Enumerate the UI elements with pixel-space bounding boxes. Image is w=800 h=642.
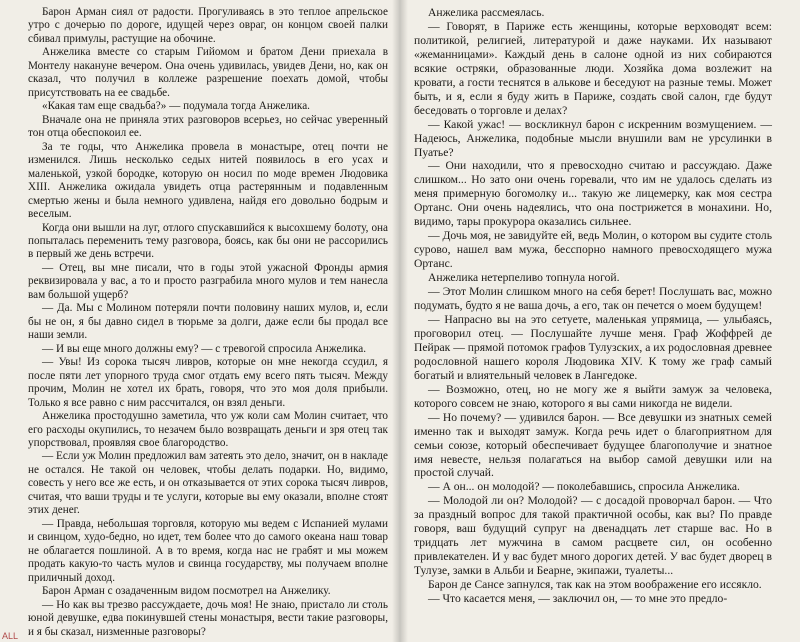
paragraph: «Какая там еще свадьба?» — подумала тогда Анжелика. xyxy=(42,100,310,113)
paragraph: — Отец, вы мне писали, что в годы этой ужасной Фронды армия реквизировала у вас, а то и просто разграбила много мулов и тем нанесла вам большой ущерб? xyxy=(28,261,388,301)
paragraph: — Правда, небольшая торговля, которую мы ведем с Испанией мулами и свинцом, худо-бедно, но идет, тем более что до самого океана наш товар не облагается пошлиной. А в то время, когда нас не грабят и мы можем продать какую-то часть мулов и свинца государству, мы получаем вполне приличный доход. xyxy=(28,517,388,584)
paragraph: — Говорят, в Париже есть женщины, которые верховодят всем: политикой, религией, литературой и даже науками. Их называют «жеманницами». Каждый день в салоне одной из них собираются всякие остряки, образованные люди. Хозяйка дома возлежит на кровати, а гости теснятся в алькове и беседуют на разные темы. Может быть, и я, если я буду жить в Париже, создать свой салон, где будут беседовать о торговле и делах? xyxy=(414,19,772,117)
paragraph: — Молодой ли он? Молодой? — с досадой проворчал барон. — Что за праздный вопрос для такой практичной особы, как вы? По правде говоря, ваш будущий супруг на двенадцать лет старше вас. Но в тридцать лет мужчина в самом расцвете сил, он особенно привлекателен. И у вас будет много дорогих детей. У вас будет дворец в Тулузе, замки в Альби и Беарне, экипажи, туалеты... xyxy=(414,494,772,578)
paragraph: — Они находили, что я превосходно считаю и рассуждаю. Даже слишком... Но зато они очень горевали, что им не удалось сделать из меня примерную богомолку и... такую же лицемерку, как моя сестра Ортанс. Они очень надеялись, что она пострижется в монахини. Но, видимо, тары прокурора оказались сильнее. xyxy=(414,159,772,229)
paragraph: — Но почему? — удивился барон. — Все девушки из знатных семей именно так и выходят замуж. Когда речь идет о благоприятном для семьи союзе, который обеспечивает будущее благополучие и знатное имя невесте, нельзя полагаться на выбор самой девушки или на простой случай. xyxy=(414,410,772,480)
paragraph: — Дочь моя, не завидуйте ей, ведь Молин, о котором вы судите столь сурово, нашел вам мужа, бесспорно намного превосходящего мужа Ортанс. xyxy=(414,229,772,271)
paragraph: За те годы, что Анжелика провела в монастыре, отец почти не изменился. Лишь несколько седых нитей появилось в его усах и маленькой, узкой бородке, которую он носил по моде времен Людовика XIII. Анжелика ожидала увидеть отца растерянным и подавленным смертью жены и была немного удивлена, найдя его довольно бодрым и веселым. xyxy=(28,140,388,221)
right-page xyxy=(400,0,800,642)
paragraph: Анжелика вместе со старым Гийомом и братом Дени приехала в Монтелу накануне вечером. Она очень удивилась, увидев Дени, но, как он сказал, что получил в коллеже разрешение поехать домой, чтобы присутствовать на ее свадьбе. xyxy=(28,46,388,99)
paragraph: Анжелика рассмеялась. xyxy=(428,6,545,19)
paragraph: — Но как вы трезво рассуждаете, дочь моя! Не знаю, пристало ли столь юной девушке, едва покинувшей стены монастыря, вести такие разговоры, и я бы сказал, низменные разговоры? xyxy=(28,598,388,638)
paragraph: — Да. Мы с Молином потеряли почти половину наших мулов, и, если бы не он, я бы давно сидел в тюрьме за долги, даже если бы продал все наши земли. xyxy=(28,302,388,342)
paragraph: — И вы еще много должны ему? — с тревогой спросила Анжелика. xyxy=(42,342,367,355)
paragraph: Вначале она не приняла этих разговоров всерьез, но сейчас уверенный тон отца обеспокоил ее. xyxy=(28,113,388,140)
paragraph: — Напрасно вы на это сетуете, маленькая упрямица, — улыбаясь, проговорил отец. — Послушайте лучше меня. Граф Жоффрей де Пейрак — прямой потомок графов Тулузских, а их родословная древнее родословной нашего короля Людовика XIV. К тому же граф самый богатый и влиятельный человек в Лангедоке. xyxy=(414,312,772,382)
paragraph: — Этот Молин слишком много на себя берет! Послушать вас, можно подумать, будто я не ваша дочь, а его, так он печется о моем будущем! xyxy=(414,285,772,313)
paragraph: Анжелика нетерпеливо топнула ногой. xyxy=(428,271,620,285)
paragraph: Когда они вышли на луг, отлого спускавшийся к высохшему болоту, она попыталась переменить тему разговора, боясь, как бы они не рассорились в первый же день встречи. xyxy=(28,221,388,261)
paragraph: — Если уж Молин предложил вам затеять это дело, значит, он в накладе не остался. Не такой он человек, чтобы делать подарки. Но, видимо, совесть у него все же есть, и он отказывается от этих сорока тысяч ливров, считая, что ваши труды и те услуги, которые вы ему оказали, вполне стоят этих денег. xyxy=(28,450,388,517)
library-stamp: ALL xyxy=(2,631,19,641)
paragraph: Барон Арман с озадаченным видом посмотрел на Анжелику. xyxy=(42,585,331,598)
paragraph: Барон Арман сиял от радости. Прогуливаясь в это теплое апрельское утро с дочерью по дороге, идущей через овраг, он концом своей палки сбивал примулы, растущие на обочине. xyxy=(28,6,388,45)
paragraph: Барон де Сансе запнулся, так как на этом воображение его иссякло. xyxy=(428,578,762,592)
paragraph: — Какой ужас! — воскликнул барон с искренним возмущением. — Надеюсь, Анжелика, подобные мысли внушили вам не урсулинки в Пуатье? xyxy=(414,117,772,159)
paragraph: — А он... он молодой? — поколебавшись, спросила Анжелика. xyxy=(428,480,740,494)
paragraph: — Что касается меня, — заключил он, — то мне это предло- xyxy=(428,592,728,606)
paragraph: — Возможно, отец, но не могу же я выйти замуж за человека, которого совсем не знаю, которого я вы сами никогда не видели. xyxy=(414,382,772,410)
paragraph: Анжелика простодушно заметила, что уж коли сам Молин считает, что его расходы окупились, то незачем было возвращать деньги и зря отец так упорствовал, проявляя свое благородство. xyxy=(28,410,388,449)
paragraph: — Увы! Из сорока тысяч ливров, которые он мне некогда ссудил, я после пяти лет упорного труда смог отдать ему всего пять тысяч. Между прочим, Молин не хотел их брать, говоря, что это моя доля прибыли. Только я все равно с ним рассчитался, он взял деньги. xyxy=(28,356,388,409)
